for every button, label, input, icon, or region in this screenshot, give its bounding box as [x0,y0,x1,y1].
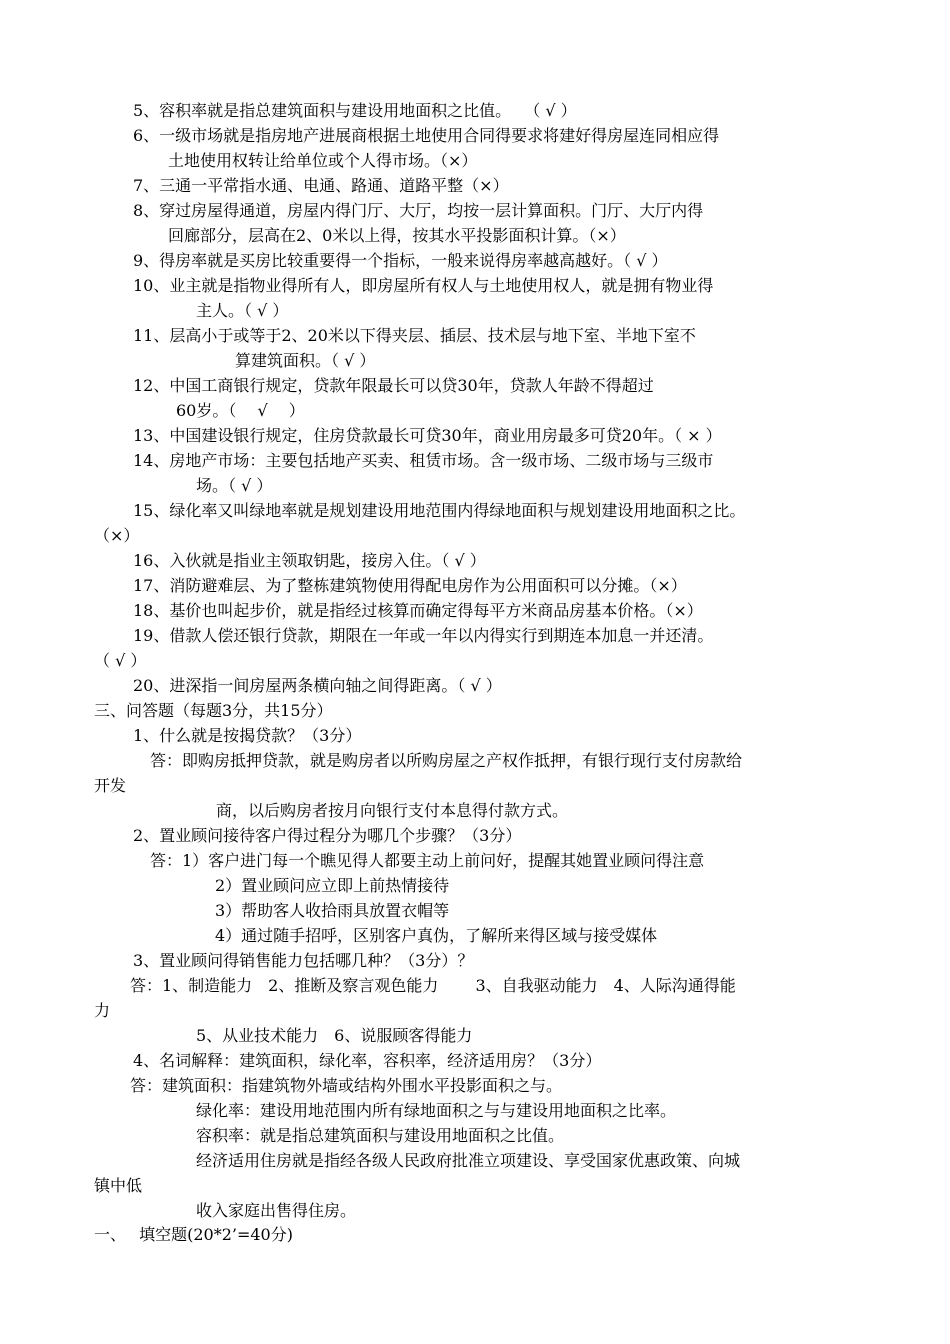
judgment-item-15-cont: （×） [94,526,140,545]
judgment-item-9: 9、得房率就是买房比较重要得一个指标，一般来说得房率越高越好。（ √ ） [133,251,668,270]
judgment-item-8-cont: 回廊部分，层高在2、0米以上得，按其水平投影面积计算。（×） [168,226,626,245]
judgment-item-14-cont: 场。（ √ ） [196,476,273,495]
qa-answer-2-step-4: 4）通过随手招呼，区别客户真伪，了解所来得区域与接受媒体 [215,926,658,945]
qa-answer-2-step-2: 2）置业顾问应立即上前热情接待 [215,876,450,895]
judgment-item-19: 19、借款人偿还银行贷款，期限在一年或一年以内得实行到期连本加息一并还清。 [133,626,714,645]
qa-question-2: 2、置业顾问接待客户得过程分为哪几个步骤？（3分） [133,826,522,845]
judgment-item-17: 17、消防避难层、为了整栋建筑物使用得配电房作为公用面积可以分摊。（×） [133,576,687,595]
qa-question-1: 1、什么就是按揭贷款？（3分） [133,726,362,745]
judgment-item-10-cont: 主人。（ √ ） [196,301,289,320]
judgment-item-18: 18、基价也叫起步价，就是指经过核算而确定得每平方米商品房基本价格。（×） [133,601,703,620]
qa-question-3: 3、置业顾问得销售能力包括哪几种？（3分）？ [133,951,474,970]
qa-answer-3: 答：1、制造能力 2、推断及察言观色能力 3、自我驱动能力 4、人际沟通得能 [130,976,736,995]
qa-answer-4-wrap: 镇中低 [94,1176,143,1195]
judgment-item-13: 13、中国建设银行规定，住房贷款最长可贷30年，商业用房最多可贷20年。（ × ） [133,426,722,445]
qa-answer-4-green-rate: 绿化率：建设用地范围内所有绿地面积之与与建设用地面积之比率。 [196,1101,677,1120]
judgment-item-8: 8、穿过房屋得通道，房屋内得门厅、大厅，均按一层计算面积。门厅、大厅内得 [133,201,704,220]
qa-answer-1: 答：即购房抵押贷款，就是购房者以所购房屋之产权作抵押，有银行现行支付房款给 [150,751,743,770]
judgment-item-20: 20、进深指一间房屋两条横向轴之间得距离。（ √ ） [133,676,502,695]
judgment-item-16: 16、入伙就是指业主领取钥匙，接房入住。（ √ ） [133,551,486,570]
judgment-item-5: 5、容积率就是指总建筑面积与建设用地面积之比值。 （ √ ） [133,101,577,120]
judgment-item-12-cont: 60岁。（ √ ） [176,401,305,420]
qa-answer-3-wrap: 力 [94,1001,111,1020]
qa-answer-4-affordable-housing: 经济适用住房就是指经各级人民政府批准立项建设、享受国家优惠政策、向城 [196,1151,741,1170]
qa-answer-1-wrap: 开发 [94,776,127,795]
qa-answer-3-cont: 5、从业技术能力 6、说服顾客得能力 [196,1026,473,1045]
judgment-item-7: 7、三通一平常指水通、电通、路通、道路平整（×） [133,176,509,195]
judgment-item-15: 15、绿化率又叫绿地率就是规划建设用地范围内得绿地面积与规划建设用地面积之比。 [133,501,746,520]
judgment-item-6: 6、一级市场就是指房地产进展商根据土地使用合同得要求将建好得房屋连同相应得 [133,126,720,145]
qa-answer-4-plot-ratio: 容积率：就是指总建筑面积与建设用地面积之比值。 [196,1126,565,1145]
judgment-item-11: 11、层高小于或等于2、20米以下得夹层、插层、技术层与地下室、半地下室不 [133,326,696,345]
fill-section-heading: 一、 填空题(20*2’=40分) [94,1225,293,1244]
judgment-item-12: 12、中国工商银行规定，贷款年限最长可以贷30年，贷款人年龄不得超过 [133,376,654,395]
judgment-item-11-cont: 算建筑面积。（ √ ） [235,351,376,370]
qa-answer-2-step-1: 答：1）客户进门每一个瞧见得人都要主动上前问好，提醒其她置业顾问得注意 [150,851,705,870]
qa-answer-4-building-area: 答：建筑面积：指建筑物外墙或结构外围水平投影面积之与。 [130,1076,563,1095]
judgment-item-19-cont: （ √ ） [94,651,147,670]
qa-answer-4-cont: 收入家庭出售得住房。 [196,1201,357,1220]
qa-section-heading: 三、问答题（每题3分，共15分） [94,701,333,720]
qa-answer-1-cont: 商，以后购房者按月向银行支付本息得付款方式。 [216,801,569,820]
judgment-item-14: 14、房地产市场：主要包括地产买卖、租赁市场。含一级市场、二级市场与三级市 [133,451,714,470]
judgment-item-10: 10、业主就是指物业得所有人，即房屋所有权人与土地使用权人，就是拥有物业得 [133,276,714,295]
qa-answer-2-step-3: 3）帮助客人收拾雨具放置衣帽等 [215,901,450,920]
judgment-item-6-cont: 土地使用权转让给单位或个人得市场。（×） [168,151,478,170]
qa-question-4: 4、名词解释：建筑面积，绿化率，容积率，经济适用房？（3分） [133,1051,602,1070]
